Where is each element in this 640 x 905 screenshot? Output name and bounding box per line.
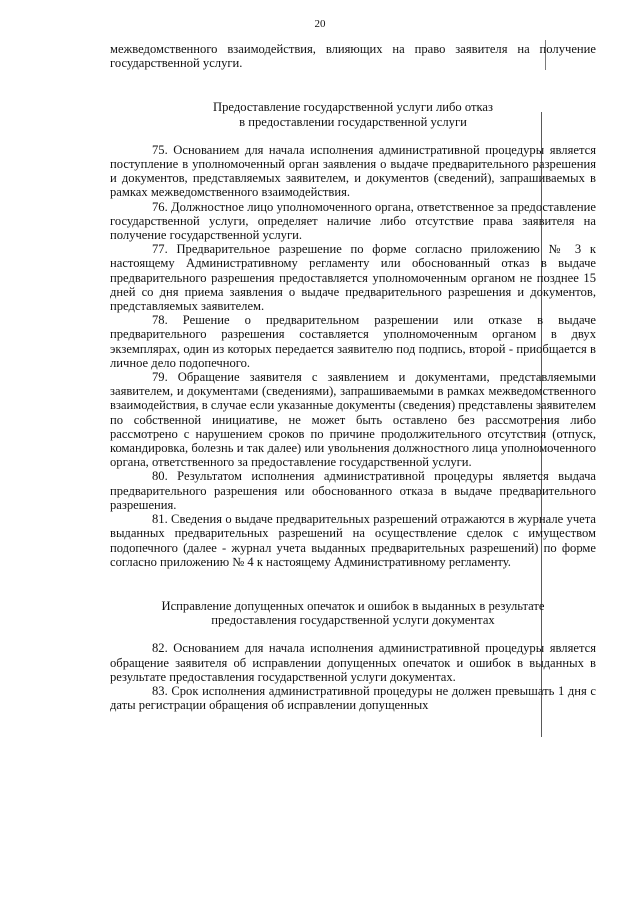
- section-title-2-line-2: предоставления государственной услуги документах: [211, 613, 495, 628]
- paragraph-75: 75. Основанием для начала исполнения административной процедуры является поступление в уполномоченный орган заявления о выдаче предварительного разрешения и документов, представляемых заявителем, и документов (сведений), запрашиваемых в рамках межведомственного взаимодействия.: [110, 142, 596, 200]
- section-title-1-line-1: Предоставление государственной услуги либо отказ: [213, 100, 493, 115]
- paragraph-77: 77. Предварительное разрешение по форме согласно приложению № 3 к настоящему Административному регламенту или обоснованный отказ в выдаче предварительного разрешения предоставляется уполномоченным органом не позднее 15 дней со дня приема заявления о выдаче предварительного разрешения и документов, представляемых заявителем.: [110, 242, 596, 314]
- paragraph-82: 82. Основанием для начала исполнения административной процедуры является обращение заявителя об исправлении допущенных опечаток и ошибок в выданных в результате предоставления государственной услуги документах.: [110, 641, 596, 684]
- paragraph-80: 80. Результатом исполнения административной процедуры является выдача предварительного разрешения или обоснованного отказа в выдаче предварительного разрешения.: [110, 469, 596, 512]
- paragraph-81: 81. Сведения о выдаче предварительных разрешений отражаются в журнале учета выданных предварительных разрешений на осуществление сделок с имуществом подопечного (далее - журнал учета выданных предварительных разрешений) по форме согласно приложению № 4 к настоящему Административному регламенту.: [110, 512, 596, 569]
- page-number: 20: [314, 18, 326, 30]
- paragraph-79: 79. Обращение заявителя с заявлением и документами, представляемыми заявителем, и документами (сведениями), запрашиваемыми в рамках межведомственного взаимодействия, в случае если указанные документы (сведения) представлены заявителем по собственной инициативе, не может быть оставлено без рассмотрения либо рассмотрено с нарушением сроков по причине продолжительного отсутствия (отпуск, командировка, болезнь и так далее) или увольнения должностного лица уполномоченного органа, ответственного за предоставление государственной услуги.: [110, 370, 596, 470]
- intro-paragraph: межведомственного взаимодействия, влияющих на право заявителя на получение государственной услуги.: [110, 42, 596, 71]
- section-title-2-line-1: Исправление допущенных опечаток и ошибок в выданных в результате: [161, 598, 545, 613]
- section-title-1-line-2: в предоставлении государственной услуги: [239, 114, 467, 129]
- paragraph-76: 76. Должностное лицо уполномоченного органа, ответственное за предоставление государственной услуги, определяет наличие либо отсутствие права заявителя на получение государственной услуги.: [110, 199, 596, 243]
- paragraph-83: 83. Срок исполнения административной процедуры не должен превышать 1 дня с даты регистрации обращения об исправлении допущенных: [110, 683, 596, 713]
- paragraph-78: 78. Решение о предварительном разрешении или отказе в выдаче предварительного разрешения составляется уполномоченным органом в двух экземплярах, один из которых передается заявителю под подпись, второй - приобщается в личное дело подопечного.: [110, 313, 596, 370]
- document-body: [110, 42, 596, 712]
